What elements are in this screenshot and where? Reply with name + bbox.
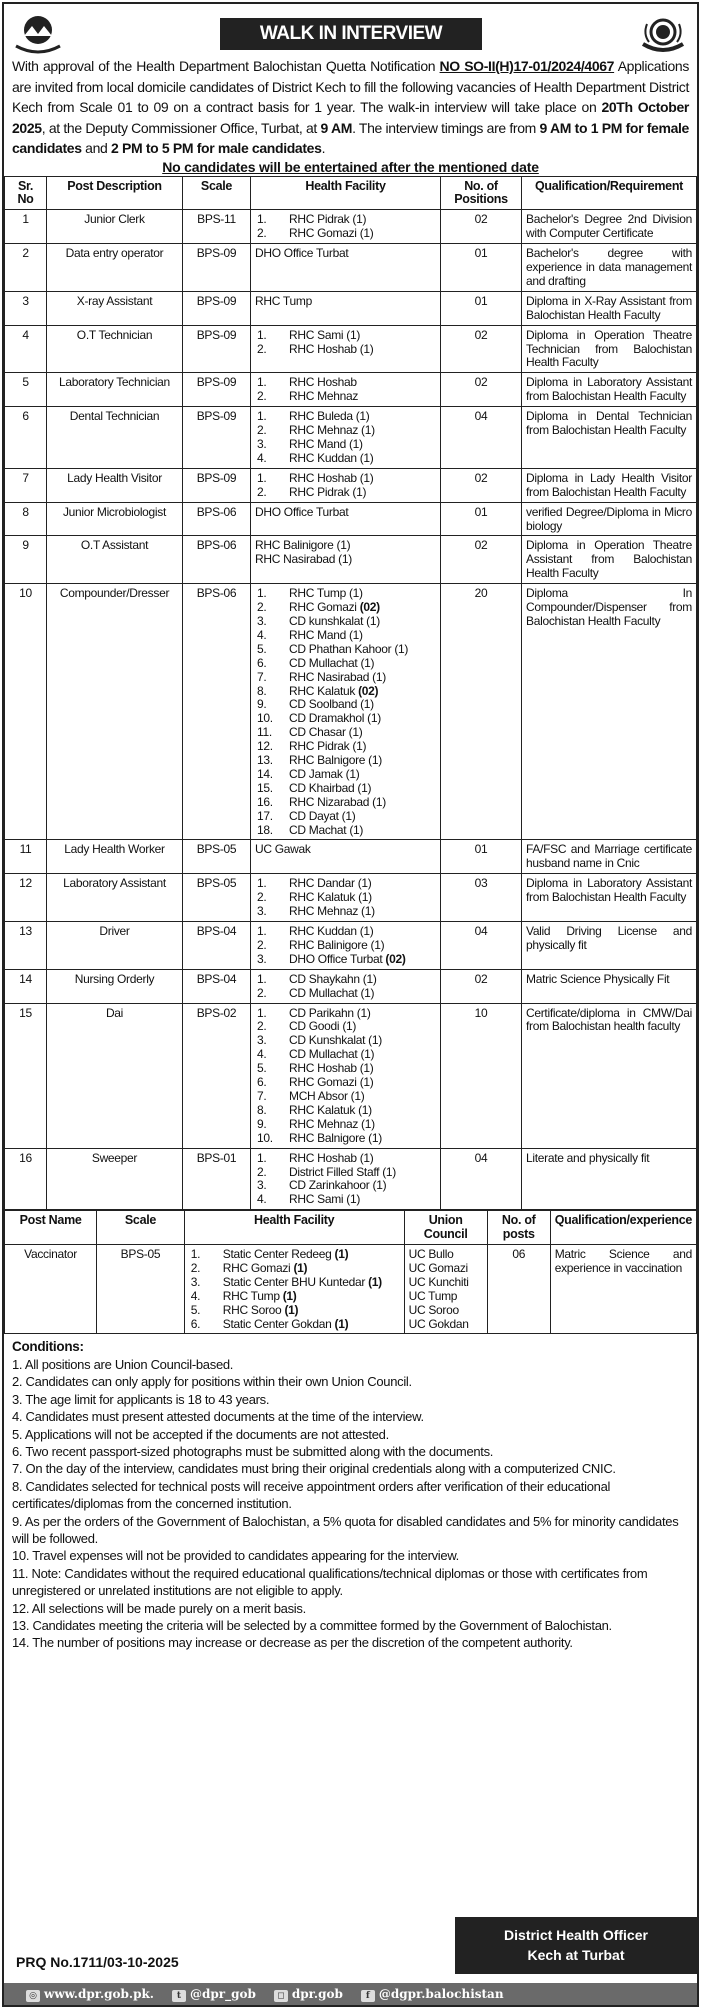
table-row xyxy=(5,922,697,970)
facility-list xyxy=(255,843,436,857)
condition-item: 6. Two recent passport-sized photographs must be submitted along with the documents. xyxy=(12,1443,494,1459)
facility-item: 2. CD Mullachat (1) xyxy=(257,985,375,1000)
facility-item: 5. RHC Hoshab (1) xyxy=(257,1061,374,1076)
scale: BPS-06 xyxy=(183,502,251,536)
page-title: WALK IN INTERVIEW xyxy=(220,18,482,50)
social-bar xyxy=(4,1983,697,2005)
facility-item: 2. RHC Gomazi (1) xyxy=(190,1260,308,1275)
scale: BPS-04 xyxy=(183,922,251,970)
facility-item: 3. Static Center BHU Kuntedar (1) xyxy=(190,1274,382,1289)
notification-number: NO SO-II(H)17-01/2024/4067 xyxy=(439,58,615,74)
facility-list xyxy=(255,539,436,567)
serial-no: 5 xyxy=(5,373,47,407)
facility-list xyxy=(189,1248,400,1331)
facility-item: 1. RHC Hoshab (1) xyxy=(257,1150,374,1165)
post-description: X-ray Assistant xyxy=(47,291,183,325)
column-header: Scale xyxy=(97,1211,185,1245)
post-description: Laboratory Technician xyxy=(47,373,183,407)
qualification: Certificate/diploma in CMW/Dai from Balochistan health faculty xyxy=(522,1003,697,1148)
facility-item: 3. CD Zarinkahoor (1) xyxy=(257,1178,387,1193)
facility-item: 18. CD Machat (1) xyxy=(257,822,364,837)
serial-no: 14 xyxy=(5,969,47,1003)
facility-item: 4. RHC Kuddan (1) xyxy=(257,450,374,465)
condition-item: 11. Note: Candidates without the required educational qualifications/technical diplomas or those with certificates from unregistered or unrelated institutions are not eligible to apply. xyxy=(12,1565,648,1599)
facility-item: 2. RHC Mehnaz (1) xyxy=(257,423,375,438)
facility-item: 1. RHC Dandar (1) xyxy=(257,876,372,891)
table-row xyxy=(5,536,697,584)
facility-item: 3. RHC Mehnaz (1) xyxy=(257,904,375,919)
facility-list xyxy=(255,213,436,241)
facility-item: 1. RHC Hoshab (1) xyxy=(257,470,374,485)
facility-list xyxy=(255,410,436,466)
facility-item: DHO Office Turbat xyxy=(255,504,349,519)
union-council: UC Gokdan xyxy=(408,1316,469,1331)
column-header: Scale xyxy=(183,176,251,210)
facility-item: 12. RHC Pidrak (1) xyxy=(257,739,367,754)
positions: 01 xyxy=(441,244,522,292)
scale: BPS-09 xyxy=(183,244,251,292)
qualification: Diploma in Operation Theatre Assistant from Balochistan Health Faculty xyxy=(522,536,697,584)
qualification: Matric Science Physically Fit xyxy=(522,969,697,1003)
condition-item: 9. As per the orders of the Government of Balochistan, a 5% quota for disabled candidates and 5% for minority candidates will be followed. xyxy=(12,1513,679,1546)
condition-item: 2. Candidates can only apply for positions within their own Union Council. xyxy=(12,1374,412,1390)
scale: BPS-09 xyxy=(183,325,251,373)
health-facility xyxy=(251,468,441,502)
facility-item: 8. RHC Kalatuk (02) xyxy=(257,683,379,698)
facility-list xyxy=(255,1007,436,1146)
serial-no: 9 xyxy=(5,536,47,584)
union-council: UC Gomazi xyxy=(408,1260,468,1275)
globe-icon: ◎ xyxy=(26,1990,40,2002)
column-header: Post Name xyxy=(5,1211,97,1245)
table-row xyxy=(5,1148,697,1210)
column-header: Health Facility xyxy=(251,176,441,210)
positions: 02 xyxy=(441,325,522,373)
scale: BPS-06 xyxy=(183,584,251,840)
facility-item: 2. RHC Mehnaz xyxy=(257,389,359,404)
twitter-icon: t xyxy=(172,1990,186,2002)
table-row: Vaccinator BPS-05 1. Static Center Redeeg (1) 2. RHC Gomazi (1) 3. Static Center BHU Kuntedar (1) 4. RHC Tump (1) 5. RHC Soroo (1) 6. Static Center Gokdan (1) UC Bullo UC Gomazi UC Kunchiti UC Tump UC Soroo UC Gokdan 06 Matric Science and experience in vaccination xyxy=(5,1245,697,1334)
facility-item: 1. RHC Buleda (1) xyxy=(257,409,370,424)
facility-item: 15. CD Khairbad (1) xyxy=(257,780,372,795)
scale: BPS-01 xyxy=(183,1148,251,1210)
union-council: UC Soroo xyxy=(408,1302,459,1317)
health-facility xyxy=(251,373,441,407)
table-row xyxy=(5,874,697,922)
post-description: Junior Clerk xyxy=(47,210,183,244)
qualification: Valid Driving License and physically fit xyxy=(522,922,697,970)
condition-item: 5. Applications will not be accepted if the documents are not attested. xyxy=(12,1426,389,1442)
scale: BPS-02 xyxy=(183,1003,251,1148)
qualification: Literate and physically fit xyxy=(522,1148,697,1210)
serial-no: 4 xyxy=(5,325,47,373)
scale: BPS-06 xyxy=(183,536,251,584)
facility-list xyxy=(255,247,436,261)
health-facility xyxy=(251,969,441,1003)
serial-no: 6 xyxy=(5,407,47,469)
post-description: Junior Microbiologist xyxy=(47,502,183,536)
condition-item: 14. The number of positions may increase or decrease as per the discretion of the competent authority. xyxy=(12,1635,573,1651)
facility-list xyxy=(255,877,436,919)
health-dept-logo xyxy=(637,14,689,54)
facility-list xyxy=(255,1152,436,1208)
facility-item: 1. RHC Tump (1) xyxy=(257,586,363,601)
facility-item: 1. Static Center Redeeg (1) xyxy=(190,1247,349,1262)
facility-item: 2. CD Goodi (1) xyxy=(257,1019,357,1034)
scale: BPS-05 xyxy=(183,874,251,922)
positions: 20 xyxy=(441,584,522,840)
qualification: Bachelor's degree with experience in data management and drafting xyxy=(522,244,697,292)
facility-item: 2. RHC Hoshab (1) xyxy=(257,341,374,356)
condition-item: 4. Candidates must present attested documents at the time of the interview. xyxy=(12,1409,424,1425)
serial-no: 13 xyxy=(5,922,47,970)
facility-item: 3. DHO Office Turbat (02) xyxy=(257,951,406,966)
serial-no: 8 xyxy=(5,502,47,536)
health-facility xyxy=(251,922,441,970)
vacancies-table xyxy=(4,176,697,1211)
facility-list xyxy=(255,587,436,837)
conditions xyxy=(4,1334,697,1655)
notice: No candidates will be entertained after the mentioned date xyxy=(162,158,539,175)
scale: BPS-09 xyxy=(183,373,251,407)
post-description: Compounder/Dresser xyxy=(47,584,183,840)
facility-item: 10. CD Dramakhol (1) xyxy=(257,711,381,726)
social-link[interactable]: f @dgpr.balochistan xyxy=(361,1987,504,2002)
social-link[interactable]: ◎ www.dpr.gob.pk. xyxy=(26,1987,154,2002)
serial-no: 11 xyxy=(5,840,47,874)
serial-no: 3 xyxy=(5,291,47,325)
facility-item: 11. CD Chasar (1) xyxy=(257,725,363,740)
conditions-title: Conditions: xyxy=(12,1339,84,1355)
facility-item: 9. RHC Mehnaz (1) xyxy=(257,1116,375,1131)
serial-no: 1 xyxy=(5,210,47,244)
condition-item: 10. Travel expenses will not be provided to candidates appearing for the interview. xyxy=(12,1548,459,1564)
facility-item: 17. CD Dayat (1) xyxy=(257,808,356,823)
serial-no: 12 xyxy=(5,874,47,922)
post-description: Sweeper xyxy=(47,1148,183,1210)
facility-item: 1. CD Parikahn (1) xyxy=(257,1005,371,1020)
facility-item: 2. RHC Balinigore (1) xyxy=(257,937,385,952)
column-header: Qualification/Requirement xyxy=(522,176,697,210)
issuing-office: District Health Officer Kech at Turbat xyxy=(455,1917,697,1974)
facility-item: 10. RHC Balnigore (1) xyxy=(257,1130,382,1145)
facility-item: 3. CD Kunshkalat (1) xyxy=(257,1033,382,1048)
instagram-icon: ◻ xyxy=(274,1990,288,2002)
positions: 02 xyxy=(441,468,522,502)
facility-item: 4. CD Mullachat (1) xyxy=(257,1047,375,1062)
qualification: Diploma in Dental Technician from Balochistan Health Faculty xyxy=(522,407,697,469)
scale: BPS-04 xyxy=(183,969,251,1003)
balochistan-govt-logo xyxy=(12,14,64,54)
serial-no: 16 xyxy=(5,1148,47,1210)
post-description: Dai xyxy=(47,1003,183,1148)
facility-item: 5. RHC Soroo (1) xyxy=(190,1302,299,1317)
condition-item: 3. The age limit for applicants is 18 to 43 years. xyxy=(12,1391,270,1407)
facility-list xyxy=(255,295,436,309)
facility-item: 1. RHC Pidrak (1) xyxy=(257,212,367,227)
column-header: Union Council xyxy=(404,1211,487,1245)
scale: BPS-11 xyxy=(183,210,251,244)
table-row xyxy=(5,407,697,469)
facility-item: 1. CD Shaykahn (1) xyxy=(257,971,377,986)
condition-item: 13. Candidates meeting the criteria will be selected by a committee formed by the Government of Balochistan. xyxy=(12,1617,612,1633)
table-row xyxy=(5,210,697,244)
health-facility xyxy=(251,840,441,874)
facility-item: UC Gawak xyxy=(255,842,311,857)
qualification: Diploma in Laboratory Assistant from Balochistan Health Faculty xyxy=(522,874,697,922)
post-description: O.T Assistant xyxy=(47,536,183,584)
health-facility xyxy=(251,1148,441,1210)
facility-item: 13. RHC Balnigore (1) xyxy=(257,753,382,768)
positions: 04 xyxy=(441,407,522,469)
facility-list xyxy=(255,973,436,1001)
serial-no: 7 xyxy=(5,468,47,502)
positions: 10 xyxy=(441,1003,522,1148)
positions: 02 xyxy=(441,969,522,1003)
health-facility xyxy=(251,407,441,469)
column-header: Sr. No xyxy=(5,176,47,210)
social-link[interactable]: t @dpr_gob xyxy=(172,1987,256,2002)
qualification: Diploma in Lady Health Visitor from Balochistan Health Faculty xyxy=(522,468,697,502)
facility-item: 4. RHC Mand (1) xyxy=(257,627,363,642)
health-facility xyxy=(251,874,441,922)
column-header: Health Facility xyxy=(184,1211,404,1245)
serial-no: 2 xyxy=(5,244,47,292)
facility-item: 4. RHC Tump (1) xyxy=(190,1288,297,1303)
positions: 01 xyxy=(441,840,522,874)
column-header: No. of posts xyxy=(487,1211,550,1245)
social-link[interactable]: ◻ dpr.gob xyxy=(274,1987,343,2002)
scale: BPS-09 xyxy=(183,291,251,325)
facility-item: 2. RHC Kalatuk (1) xyxy=(257,890,372,905)
column-header: Post Description xyxy=(47,176,183,210)
facility-list xyxy=(255,925,436,967)
post-description: Lady Health Worker xyxy=(47,840,183,874)
facility-list xyxy=(255,506,436,520)
table-row xyxy=(5,969,697,1003)
facility-list xyxy=(255,376,436,404)
column-header: Qualification/experience xyxy=(550,1211,696,1245)
post-description: Data entry operator xyxy=(47,244,183,292)
table-row xyxy=(5,840,697,874)
facility-item: RHC Tump xyxy=(255,293,312,308)
health-facility xyxy=(251,244,441,292)
union-council: UC Bullo xyxy=(408,1247,454,1262)
union-council: UC Kunchiti xyxy=(408,1274,469,1289)
facility-item: RHC Nasirabad (1) xyxy=(255,552,352,567)
scale: BPS-05 xyxy=(183,840,251,874)
qualification: verified Degree/Diploma in Micro biology xyxy=(522,502,697,536)
facility-item: 8. RHC Kalatuk (1) xyxy=(257,1102,372,1117)
facility-item: DHO Office Turbat xyxy=(255,246,349,261)
column-header: No. of Positions xyxy=(441,176,522,210)
facility-item: 3. RHC Mand (1) xyxy=(257,437,363,451)
header xyxy=(4,4,697,56)
condition-item: 12. All selections will be made purely on a merit basis. xyxy=(12,1600,306,1616)
condition-item: 7. On the day of the interview, candidates must bring their original credentials along with a computerized CNIC. xyxy=(12,1461,616,1477)
facility-item: 2. RHC Pidrak (1) xyxy=(257,484,367,499)
qualification: Diploma in X-Ray Assistant from Balochistan Health Faculty xyxy=(522,291,697,325)
advertisement xyxy=(2,2,699,2007)
post-description: Driver xyxy=(47,922,183,970)
post-description: Nursing Orderly xyxy=(47,969,183,1003)
serial-no: 10 xyxy=(5,584,47,840)
facility-item: 3. CD kunshkalat (1) xyxy=(257,613,380,628)
table-row xyxy=(5,291,697,325)
table-row xyxy=(5,244,697,292)
qualification: Diploma in Operation Theatre Technician from Balochistan Health Faculty xyxy=(522,325,697,373)
facility-list xyxy=(255,472,436,500)
qualification: Diploma in Laboratory Assistant from Balochistan Health Faculty xyxy=(522,373,697,407)
health-facility xyxy=(251,502,441,536)
serial-no: 15 xyxy=(5,1003,47,1148)
facility-item: 5. CD Phathan Kahoor (1) xyxy=(257,641,409,656)
table-row xyxy=(5,373,697,407)
facility-item: 2. RHC Gomazi (1) xyxy=(257,226,374,241)
post-description: O.T Technician xyxy=(47,325,183,373)
qualification: Bachelor's Degree 2nd Division with Computer Certificate xyxy=(522,210,697,244)
health-facility xyxy=(251,584,441,840)
facility-item: 7. RHC Nasirabad (1) xyxy=(257,669,386,684)
prq-number: PRQ No.1711/03-10-2025 xyxy=(16,1954,179,1970)
union-council: UC Tump xyxy=(408,1288,458,1303)
condition-item: 8. Candidates selected for technical posts will receive appointment orders after verification of their educational certificates/diplomas from the concerned institution. xyxy=(12,1478,611,1512)
health-facility xyxy=(251,210,441,244)
positions: 02 xyxy=(441,536,522,584)
positions: 02 xyxy=(441,210,522,244)
qualification: FA/FSC and Marriage certificate husband name in Cnic xyxy=(522,840,697,874)
facility-item: 6. CD Mullachat (1) xyxy=(257,655,375,670)
facility-item: 14. CD Jamak (1) xyxy=(257,766,360,781)
facility-item: 1. RHC Hoshab xyxy=(257,375,357,390)
vaccinator-table xyxy=(4,1210,697,1334)
facility-item: 2. District Filled Staff (1) xyxy=(257,1164,396,1179)
intro-paragraph: With approval of the Health Department Balochistan Quetta Notification NO SO-II(H)17-01/2024/4067 Applications are invited from local domicile candidates of District Kech to fill the following vacancies of Health Department District Kech from Scale 01 to 09 on a contract basis for 1 year. The walk-in interview will take place on 20Th October 2025, at the Deputy Commissioner Office, Turbat, at 9 AM. The interview timings are from 9 AM to 1 PM for female candidates and 2 PM to 5 PM for male candidates. xyxy=(12,58,689,156)
scale: BPS-09 xyxy=(183,468,251,502)
health-facility xyxy=(251,291,441,325)
positions: 01 xyxy=(441,291,522,325)
facility-item: 6. RHC Gomazi (1) xyxy=(257,1075,374,1090)
health-facility xyxy=(251,1003,441,1148)
post-description: Dental Technician xyxy=(47,407,183,469)
health-facility xyxy=(251,536,441,584)
positions: 03 xyxy=(441,874,522,922)
positions: 02 xyxy=(441,373,522,407)
positions: 04 xyxy=(441,1148,522,1210)
table-row xyxy=(5,584,697,840)
post-description: Laboratory Assistant xyxy=(47,874,183,922)
facility-item: 1. RHC Sami (1) xyxy=(257,327,361,342)
table-row xyxy=(5,502,697,536)
scale: BPS-09 xyxy=(183,407,251,469)
footer xyxy=(4,1917,697,2005)
post-description: Lady Health Visitor xyxy=(47,468,183,502)
qualification: Diploma In Compounder/Dispenser from Balochistan Health Faculty xyxy=(522,584,697,840)
condition-item: 1. All positions are Union Council-based. xyxy=(12,1356,234,1372)
facility-item: 9. CD Soolband (1) xyxy=(257,697,374,712)
table-row xyxy=(5,468,697,502)
facility-item: 1. RHC Kuddan (1) xyxy=(257,924,374,938)
positions: 04 xyxy=(441,922,522,970)
facebook-icon: f xyxy=(361,1990,375,2002)
facility-item: 2. RHC Gomazi (02) xyxy=(257,600,380,615)
facility-item: 7. MCH Absor (1) xyxy=(257,1088,365,1103)
facility-item: RHC Balinigore (1) xyxy=(255,538,351,553)
facility-list xyxy=(255,329,436,357)
facility-item: 16. RHC Nizarabad (1) xyxy=(257,794,386,809)
positions: 01 xyxy=(441,502,522,536)
table-row xyxy=(5,325,697,373)
table-row xyxy=(5,1003,697,1148)
facility-item: 4. RHC Sami (1) xyxy=(257,1192,361,1207)
facility-item: 6. Static Center Gokdan (1) xyxy=(190,1316,349,1331)
health-facility xyxy=(251,325,441,373)
